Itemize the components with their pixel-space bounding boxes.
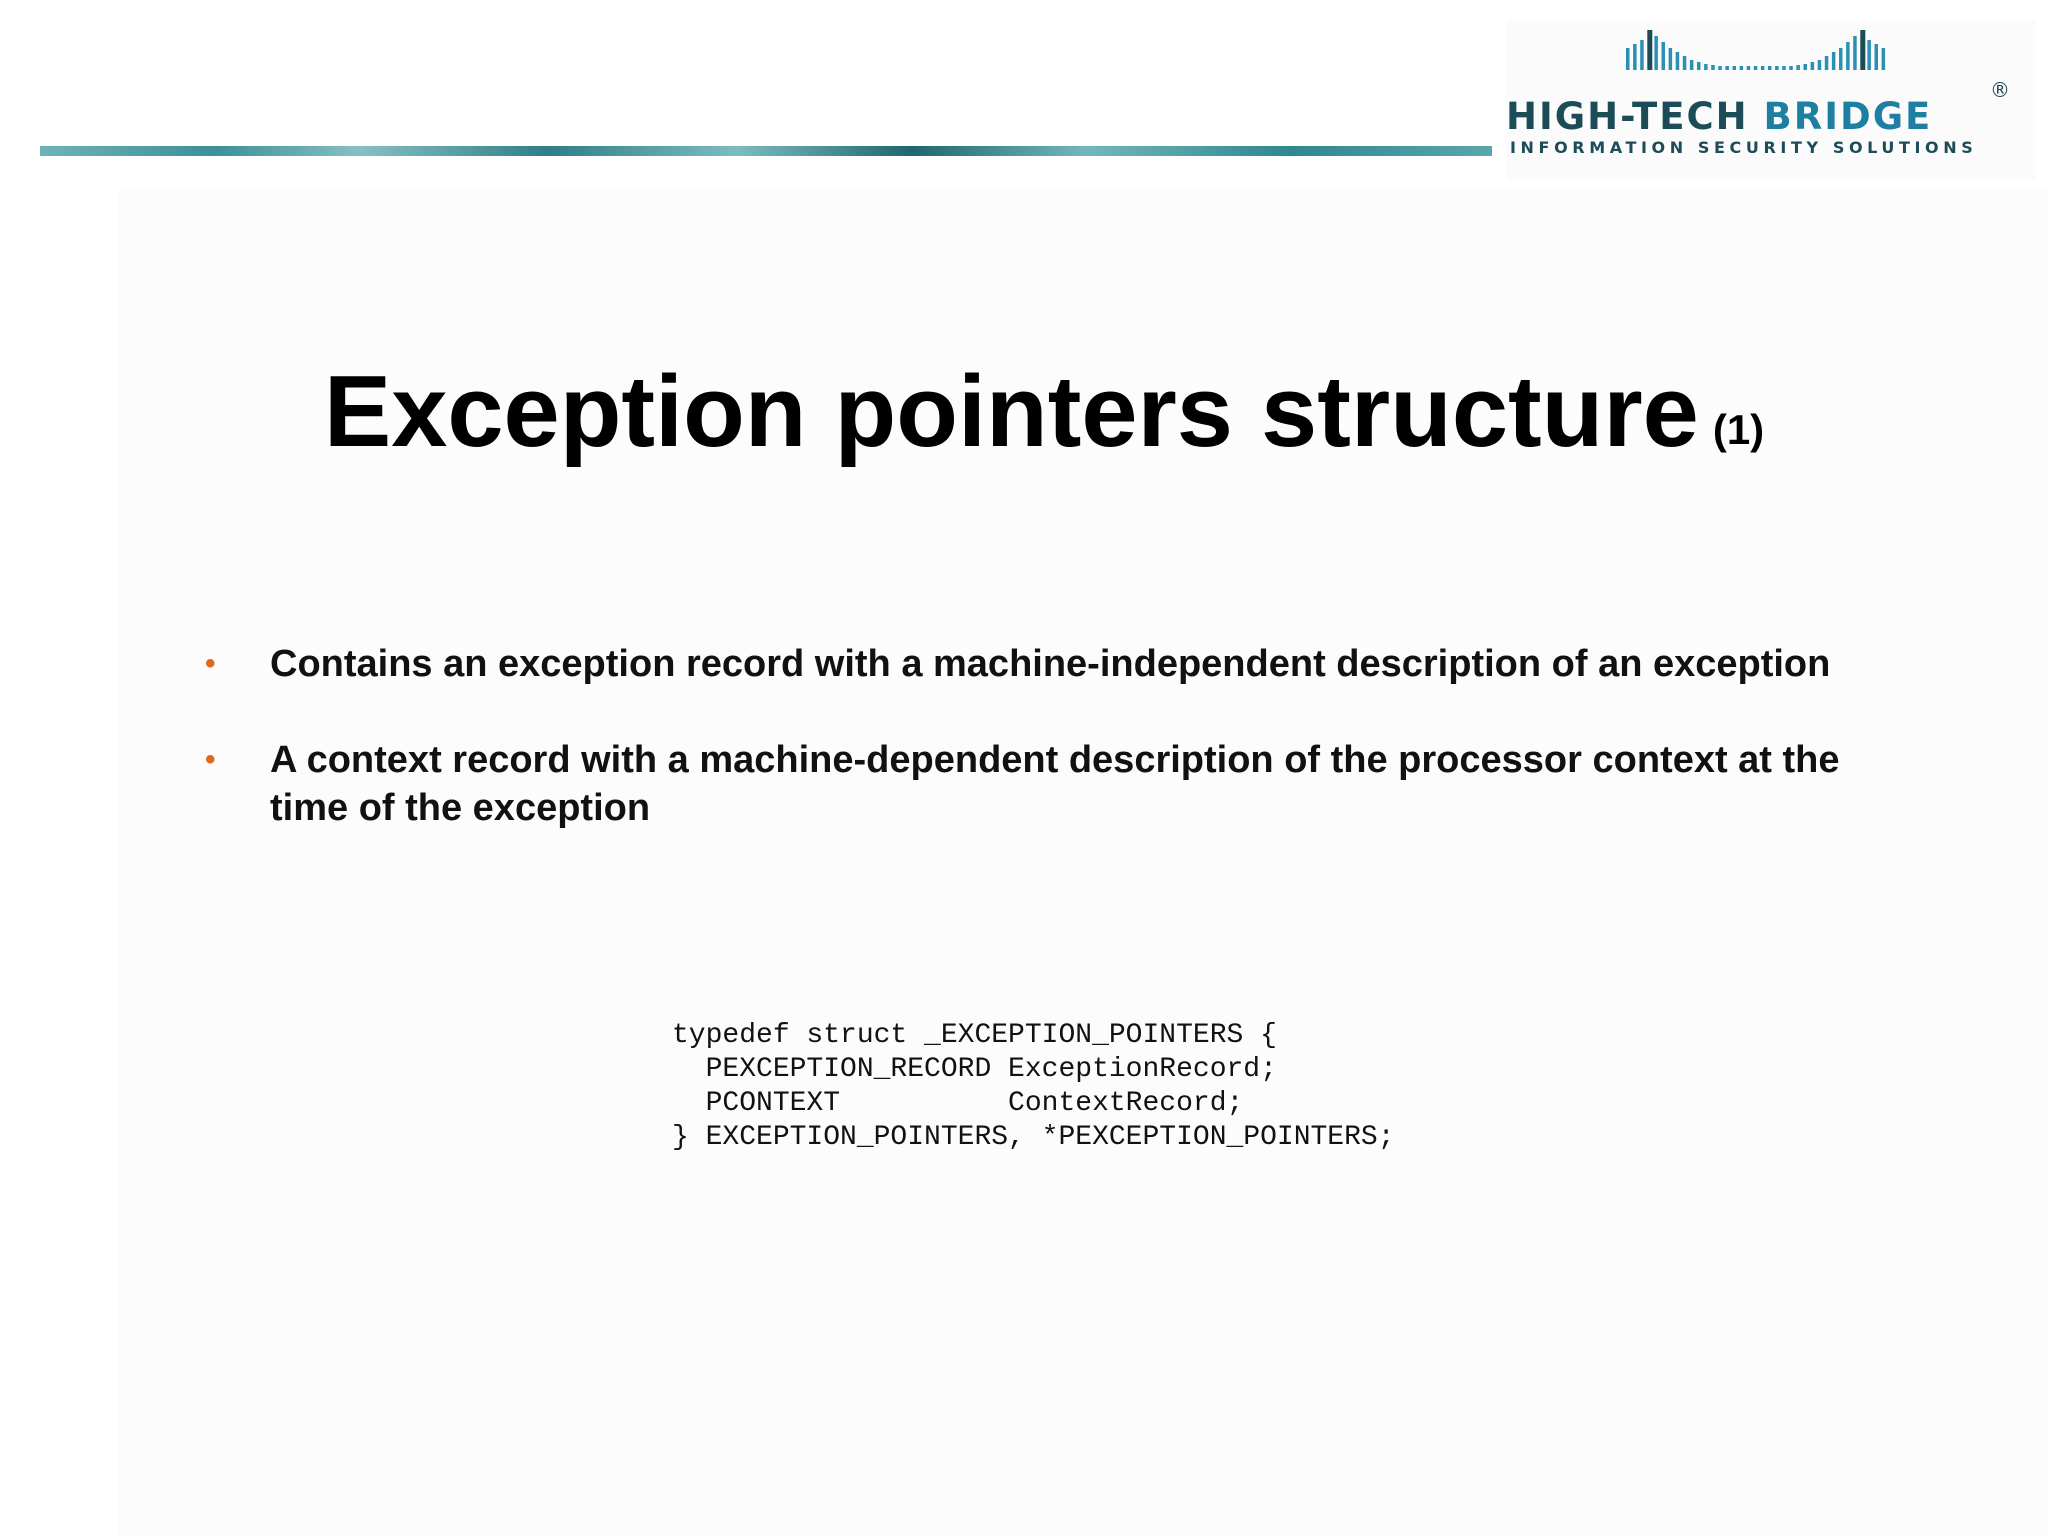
logo-bar bbox=[1676, 52, 1680, 70]
logo-name-part2: BRIDGE bbox=[1763, 95, 1933, 138]
logo-bar bbox=[1683, 56, 1687, 70]
logo-name bbox=[1506, 94, 2018, 140]
company-logo bbox=[1506, 20, 2036, 180]
logo-bar bbox=[1740, 66, 1744, 70]
logo-bar bbox=[1867, 40, 1871, 70]
logo-bar bbox=[1718, 66, 1722, 70]
bullet-list bbox=[205, 640, 1885, 880]
logo-bar bbox=[1875, 44, 1879, 70]
logo-bar bbox=[1825, 56, 1829, 70]
logo-bar bbox=[1733, 66, 1737, 70]
slide-title bbox=[0, 352, 2048, 490]
bullet-item bbox=[205, 736, 1885, 832]
logo-bar bbox=[1761, 66, 1765, 70]
bullet-marker: • bbox=[205, 743, 216, 776]
logo-bar bbox=[1775, 66, 1779, 70]
bullet-marker: • bbox=[205, 647, 216, 680]
code-line: PEXCEPTION_RECORD ExceptionRecord; bbox=[672, 1054, 1277, 1085]
logo-bar bbox=[1768, 66, 1772, 70]
logo-bar bbox=[1640, 40, 1644, 70]
logo-bar bbox=[1832, 52, 1836, 70]
logo-bar bbox=[1754, 66, 1758, 70]
code-line: } EXCEPTION_POINTERS, *PEXCEPTION_POINTERS; bbox=[672, 1122, 1395, 1153]
registered-mark: ® bbox=[1990, 78, 2010, 102]
header-band bbox=[40, 146, 1492, 156]
code-block bbox=[672, 1019, 1395, 1155]
logo-bar bbox=[1662, 42, 1666, 70]
logo-bar bbox=[1626, 48, 1630, 70]
slide-title-suffix: (1) bbox=[1712, 406, 1765, 453]
bullet-text: A context record with a machine-dependent description of the processor context at the time of the exception bbox=[270, 739, 1840, 829]
bullet-text: Contains an exception record with a machine-independent description of an exception bbox=[270, 643, 1831, 685]
logo-bar bbox=[1839, 48, 1843, 70]
logo-bar bbox=[1747, 66, 1751, 70]
logo-bar bbox=[1782, 66, 1786, 70]
slide-title-text: Exception pointers structure bbox=[323, 356, 1699, 468]
logo-bar bbox=[1711, 65, 1715, 70]
logo-bar bbox=[1654, 36, 1658, 70]
bullet-item bbox=[205, 640, 1885, 688]
logo-bars-icon bbox=[1626, 26, 1896, 74]
logo-bar bbox=[1647, 30, 1652, 70]
logo-tagline: INFORMATION SECURITY SOLUTIONS bbox=[1510, 138, 1978, 157]
logo-name-part1: HIGH-TECH bbox=[1506, 95, 1749, 138]
logo-bar bbox=[1818, 60, 1822, 70]
logo-bar bbox=[1882, 48, 1886, 70]
logo-bar bbox=[1704, 64, 1708, 70]
logo-bar bbox=[1669, 48, 1673, 70]
logo-bar bbox=[1811, 62, 1815, 70]
logo-bar bbox=[1853, 36, 1857, 70]
logo-bar bbox=[1690, 60, 1694, 70]
logo-bar bbox=[1796, 65, 1800, 70]
code-line: typedef struct _EXCEPTION_POINTERS { bbox=[672, 1020, 1277, 1051]
logo-bar bbox=[1725, 66, 1729, 70]
logo-bar bbox=[1804, 64, 1808, 70]
logo-bar bbox=[1633, 44, 1637, 70]
logo-bar bbox=[1789, 66, 1793, 70]
logo-bar bbox=[1697, 62, 1701, 70]
logo-bar bbox=[1846, 42, 1850, 70]
code-line: PCONTEXT ContextRecord; bbox=[672, 1088, 1244, 1119]
logo-bar bbox=[1860, 30, 1865, 70]
